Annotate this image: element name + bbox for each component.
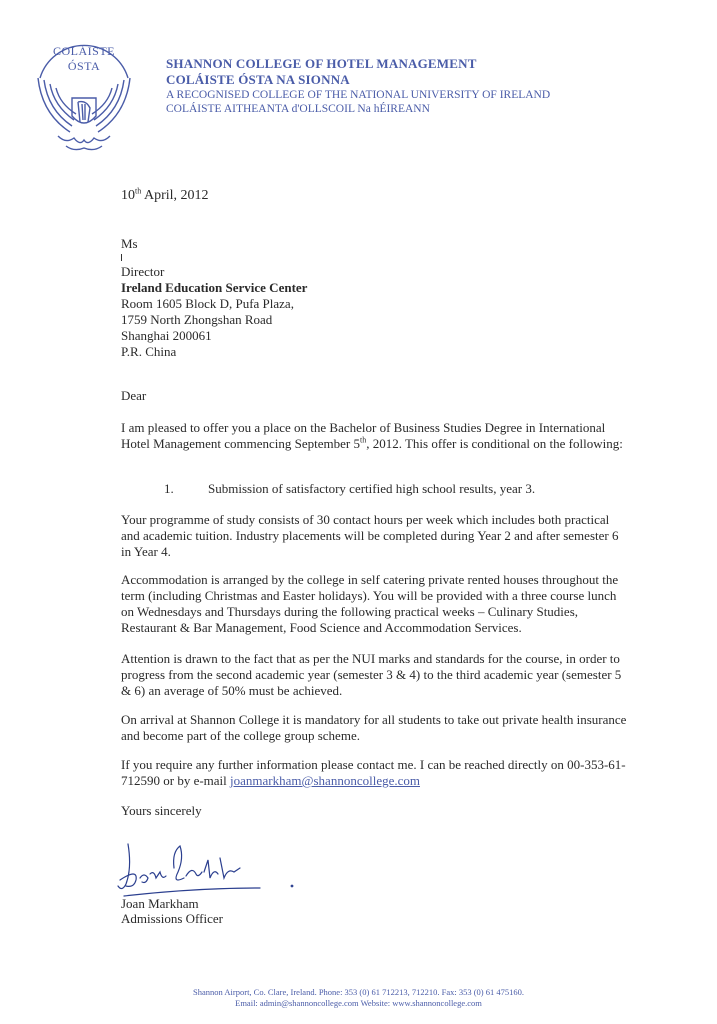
- letter-footer: [0, 987, 717, 1009]
- address-line-1: Director: [121, 264, 165, 279]
- signer-name: Joan Markham: [121, 896, 199, 911]
- crest-lettering: [38, 44, 130, 74]
- address-line-2: Ireland Education Service Center: [121, 280, 308, 295]
- footer-address: Shannon Airport, Co. Clare, Ireland. Phone: 353 (0) 61 712213, 712210. Fax: 353 (0) 61 475160.: [193, 987, 524, 997]
- offer-paragraph: [121, 420, 631, 452]
- recipient-title: Ms: [121, 236, 138, 251]
- condition-item: [164, 481, 535, 497]
- date-suffix: th: [135, 186, 142, 196]
- condition-text: Submission of satisfactory certified high school results, year 3.: [208, 481, 536, 496]
- footer-contact: Email: admin@shannoncollege.com Website: www.shannoncollege.com: [235, 998, 482, 1008]
- college-name: SHANNON COLLEGE OF HOTEL MANAGEMENT: [166, 56, 477, 71]
- offer-text-b: , 2012. This offer is conditional on the following:: [366, 436, 623, 451]
- date-day: 10: [121, 188, 135, 203]
- recognition-line: A RECOGNISED COLLEGE OF THE NATIONAL UNIVERSITY OF IRELAND: [166, 89, 551, 101]
- handwritten-signature: [114, 838, 304, 902]
- letterhead: [166, 56, 550, 116]
- address-line-6: P.R. China: [121, 344, 177, 359]
- stray-mark: [121, 254, 122, 261]
- recipient-address: [121, 264, 631, 360]
- condition-number: 1.: [164, 481, 174, 496]
- crest-word-2: ÓSTA: [67, 59, 101, 73]
- college-name-irish: COLÁISTE ÓSTA NA SIONNA: [166, 72, 350, 87]
- date-rest: April, 2012: [141, 188, 209, 203]
- email-link[interactable]: joanmarkham@shannoncollege.com: [230, 773, 420, 788]
- crest-word-1: COLÁISTE: [53, 44, 115, 58]
- signer-title: Admissions Officer: [121, 911, 223, 926]
- address-line-4: 1759 North Zhongshan Road: [121, 312, 273, 327]
- recognition-line-irish: COLÁISTE AITHEANTA d'OLLSCOIL Na hÉIREANN: [166, 103, 430, 115]
- contact-text: If you require any further information please contact me. I can be reached directly on 00-353-61-712590 or by e-mail: [121, 757, 626, 788]
- progression-paragraph: Attention is drawn to the fact that as per the NUI marks and standards for the course, in order to progress from the second academic year (semester 3 & 4) to the third academic year (semester 5 & 6) an average of 50% must be achieved.: [121, 651, 622, 698]
- insurance-paragraph: On arrival at Shannon College it is mandatory for all students to take out private health insurance and become part of the college group scheme.: [121, 712, 627, 743]
- closing: Yours sincerely: [121, 803, 202, 818]
- accommodation-paragraph: Accommodation is arranged by the college in self catering private rented houses throughout the term (including Christmas and Easter holidays). You will be provided with a three course lunch on Wednesdays and Thursdays during the following practical weeks – Culinary Studies, Restaurant & Bar Management, Food Science and Accommodation Services.: [121, 572, 619, 635]
- programme-paragraph: Your programme of study consists of 30 contact hours per week which includes both practical and academic tuition. Industry placements will be completed during Year 2 and after semester 6 in Year 4.: [121, 512, 619, 559]
- contact-paragraph: [121, 757, 631, 789]
- address-line-3: Room 1605 Block D, Pufa Plaza,: [121, 296, 294, 311]
- salutation: Dear: [121, 388, 147, 403]
- address-line-5: Shanghai 200061: [121, 328, 212, 343]
- offer-sup: th: [359, 435, 367, 445]
- letter-date: [121, 188, 631, 204]
- offer-text-a: I am pleased to offer you a place on the Bachelor of Business Studies Degree in International Hotel Management commencing September 5: [121, 420, 606, 451]
